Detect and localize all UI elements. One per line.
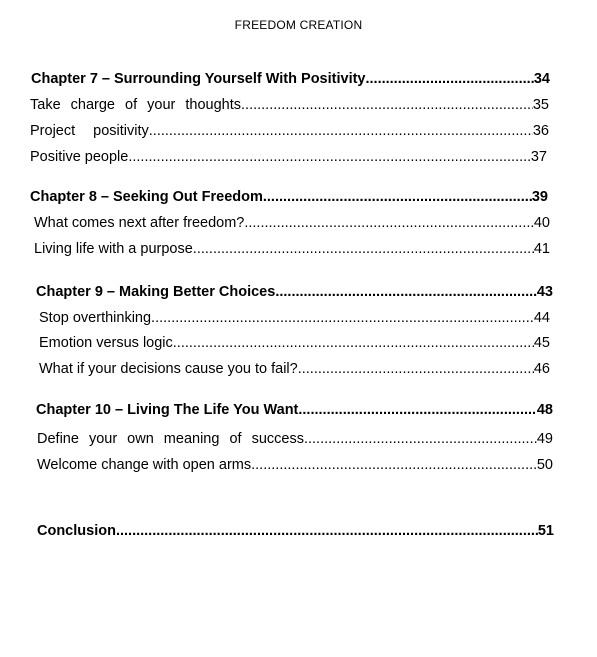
dot-leader xyxy=(193,240,534,258)
toc-entry-title: Chapter 7 – Surrounding Yourself With Positivity xyxy=(31,71,366,87)
dot-leader xyxy=(298,401,536,419)
running-header: FREEDOM CREATION xyxy=(234,18,363,32)
toc-entry-chapter-10 xyxy=(36,401,553,419)
toc-entry-title: Emotion versus logic xyxy=(39,335,173,351)
toc-entry-page: 50 xyxy=(536,457,553,473)
toc-entry-title: Chapter 9 – Making Better Choices xyxy=(36,284,276,300)
toc-entry-title: What if your decisions cause you to fail? xyxy=(39,361,298,377)
toc-entry-page: 40 xyxy=(533,215,550,231)
toc-entry-page: 46 xyxy=(533,361,550,377)
toc-entry-emotion-vs-logic xyxy=(39,334,550,352)
toc-entry-define-success xyxy=(37,430,553,448)
toc-entry-title: Welcome change with open arms xyxy=(37,457,252,473)
dot-leader xyxy=(244,214,534,232)
toc-entry-title: Living life with a purpose xyxy=(34,241,193,257)
toc-entry-page: 51 xyxy=(537,523,554,539)
toc-entry-page: 39 xyxy=(531,189,548,205)
dot-leader xyxy=(263,188,532,206)
dot-leader xyxy=(275,283,537,301)
toc-entry-page: 48 xyxy=(536,402,553,418)
toc-entry-page: 45 xyxy=(533,335,550,351)
dot-leader xyxy=(251,456,537,474)
toc-entry-stop-overthinking xyxy=(39,309,550,327)
toc-entry-what-comes-next xyxy=(34,214,550,232)
toc-entry-living-with-purpose xyxy=(34,240,550,258)
toc-entry-chapter-7 xyxy=(31,70,550,88)
dot-leader xyxy=(149,122,533,140)
dot-leader xyxy=(151,309,534,327)
toc-entry-decisions-fail xyxy=(39,360,550,378)
dot-leader xyxy=(365,70,533,88)
toc-entry-title: Project positivity xyxy=(30,123,149,139)
toc-entry-page: 43 xyxy=(536,284,553,300)
toc-entry-page: 44 xyxy=(533,310,550,326)
toc-entry-project-positivity xyxy=(30,122,549,140)
toc-entry-chapter-9 xyxy=(36,283,553,301)
toc-entry-page: 35 xyxy=(532,97,549,113)
toc-entry-title: Conclusion xyxy=(37,523,116,539)
dot-leader xyxy=(298,360,534,378)
toc-entry-take-charge xyxy=(30,96,549,114)
toc-entry-positive-people xyxy=(30,148,547,166)
toc-entry-page: 34 xyxy=(533,71,550,87)
toc-entry-page: 49 xyxy=(536,431,553,447)
toc-entry-title: Define your own meaning of success xyxy=(37,431,304,447)
dot-leader xyxy=(128,148,531,166)
toc-entry-conclusion xyxy=(37,522,554,540)
dot-leader xyxy=(304,430,537,448)
dot-leader xyxy=(173,334,534,352)
toc-entry-page: 36 xyxy=(532,123,549,139)
toc-entry-title: Positive people xyxy=(30,149,129,165)
toc-entry-chapter-8 xyxy=(30,188,548,206)
toc-entry-title: What comes next after freedom? xyxy=(34,215,245,231)
toc-entry-page: 37 xyxy=(530,149,547,165)
toc-entry-title: Stop overthinking xyxy=(39,310,152,326)
toc-entry-title: Chapter 10 – Living The Life You Want xyxy=(36,402,299,418)
toc-entry-welcome-change xyxy=(37,456,553,474)
dot-leader xyxy=(116,522,538,540)
toc-entry-title: Chapter 8 – Seeking Out Freedom xyxy=(30,189,263,205)
toc-entry-page: 41 xyxy=(533,241,550,257)
toc-entry-title: Take charge of your thoughts xyxy=(30,97,242,113)
dot-leader xyxy=(241,96,533,114)
